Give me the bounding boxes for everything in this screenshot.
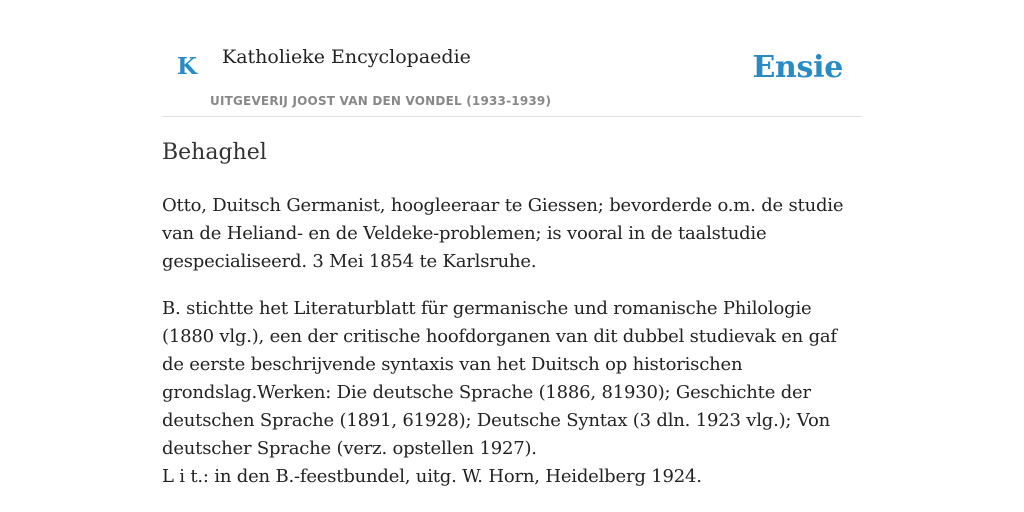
brand-logo[interactable]: Ensie bbox=[752, 50, 843, 85]
entry-paragraph-1: Otto, Duitsch Germanist, hoogleeraar te Giessen; bevorderde o.m. de studie van de Heliand- en de Veldeke-problemen; is vooral in de taalstudie gespecialiseerd. 3 Mei 1854 te Karlsruhe. bbox=[162, 195, 844, 272]
entry-title: Behaghel bbox=[162, 140, 267, 165]
publisher-label: UITGEVERIJ JOOST VAN DEN VONDEL (1933-1939) bbox=[210, 94, 552, 108]
site-title[interactable]: Katholieke Encyclopaedie bbox=[222, 46, 471, 68]
entry-literature: L i t.: in den B.-feestbundel, uitg. W. Horn, Heidelberg 1924. bbox=[162, 466, 702, 487]
encyclopedia-logo[interactable]: K bbox=[177, 53, 197, 80]
page bbox=[162, 0, 862, 487]
entry-paragraph-2: B. stichtte het Literaturblatt für germanische und romanische Philologie (1880 vlg.), een der critische hoofdorganen van dit dubbel studievak en gaf de eerste beschrijvende syntaxis van het Duitsch op historischen grondslag.Werken: Die deutsche Sprache (1886, 81930); Geschichte der deutschen Sprache (1891, 61928); Deutsche Syntax (3 dln. 1923 vlg.); Von deutscher Sprache (verz. opstellen 1927). bbox=[162, 298, 837, 459]
site-header bbox=[162, 0, 862, 117]
